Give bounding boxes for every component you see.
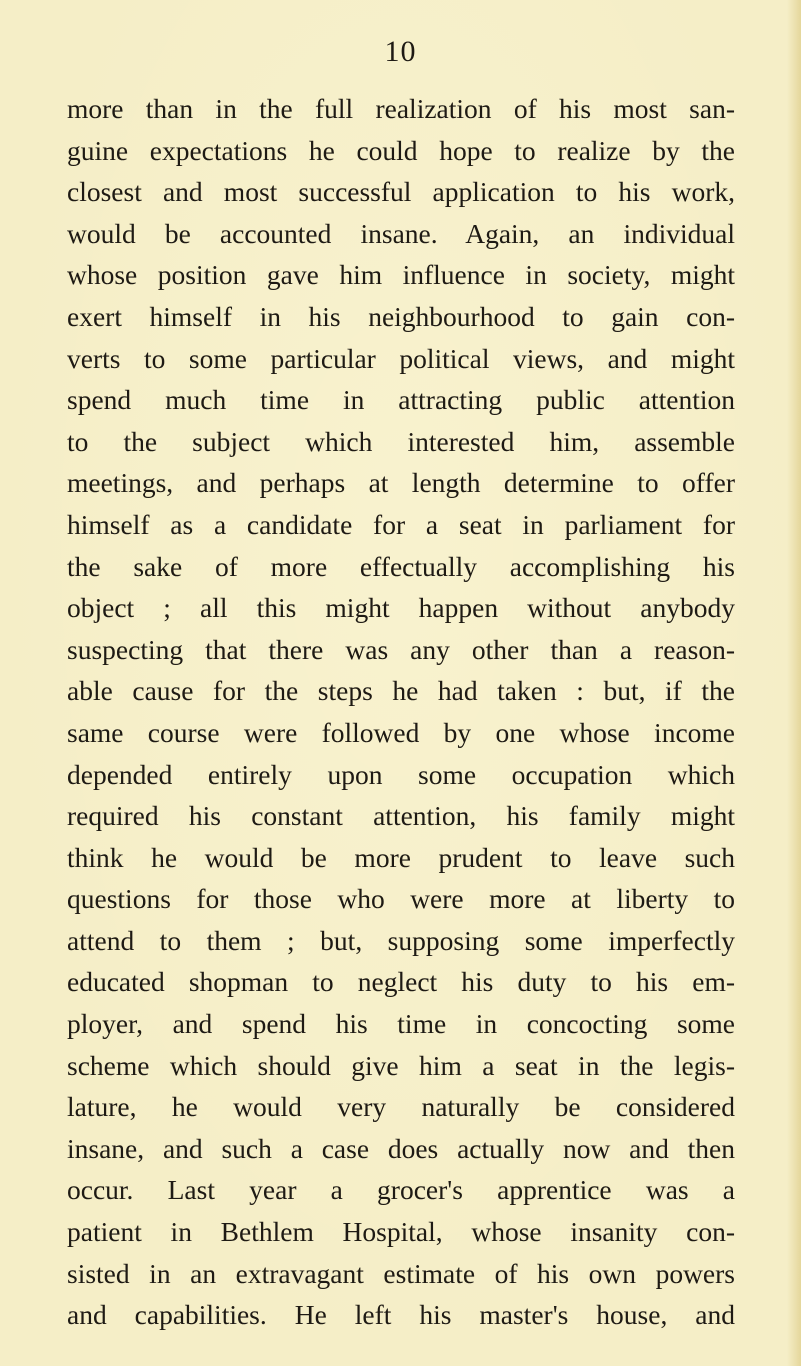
text-line: attend to them ; but, supposing some imperfectly: [67, 924, 735, 956]
text-line: to the subject which interested him, assemble: [67, 425, 735, 457]
text-line: questions for those who were more at liberty to: [67, 883, 735, 915]
text-line: guine expectations he could hope to realize by the: [67, 134, 735, 166]
text-line: occur. Last year a grocer's apprentice was a: [67, 1174, 735, 1206]
text-line: patient in Bethlem Hospital, whose insanity con-: [67, 1216, 735, 1248]
text-line: more than in the full realization of his most san-: [67, 93, 735, 124]
text-line: depended entirely upon some occupation which: [67, 758, 735, 790]
text-line: the sake of more effectually accomplishing his: [67, 550, 735, 582]
text-line: himself as a candidate for a seat in parliament for: [67, 508, 735, 540]
text-line: whose position gave him influence in society, might: [67, 259, 735, 291]
text-line: meetings, and perhaps at length determine to offer: [67, 467, 735, 499]
text-line: spend much time in attracting public attention: [67, 384, 735, 416]
text-line: sisted in an extravagant estimate of his own powers: [67, 1257, 735, 1289]
text-line: same course were followed by one whose income: [67, 716, 735, 748]
text-line: lature, he would very naturally be considered: [67, 1091, 735, 1123]
page-number: 10: [384, 35, 417, 68]
text-line: think he would be more prudent to leave such: [67, 841, 735, 873]
text-line: would be accounted insane. Again, an individual: [67, 217, 735, 249]
text-line: exert himself in his neighbourhood to gain con-: [67, 300, 735, 332]
body-text: [67, 88, 735, 1336]
text-line: ployer, and spend his time in concocting some: [67, 1008, 735, 1040]
text-line: educated shopman to neglect his duty to his em-: [67, 966, 735, 998]
text-line: suspecting that there was any other than a reason-: [67, 633, 735, 665]
text-line: insane, and such a case does actually now and then: [67, 1132, 735, 1164]
text-line: closest and most successful application to his work,: [67, 176, 735, 208]
text-line: scheme which should give him a seat in the legis-: [67, 1049, 735, 1081]
text-line: and capabilities. He left his master's house, and: [67, 1299, 735, 1331]
text-line: required his constant attention, his family might: [67, 800, 735, 832]
text-line: object ; all this might happen without anybody: [67, 592, 735, 624]
text-line: able cause for the steps he had taken : but, if the: [67, 675, 735, 707]
page-edge-shading: [787, 0, 801, 1366]
text-line: verts to some particular political views, and might: [67, 342, 735, 374]
